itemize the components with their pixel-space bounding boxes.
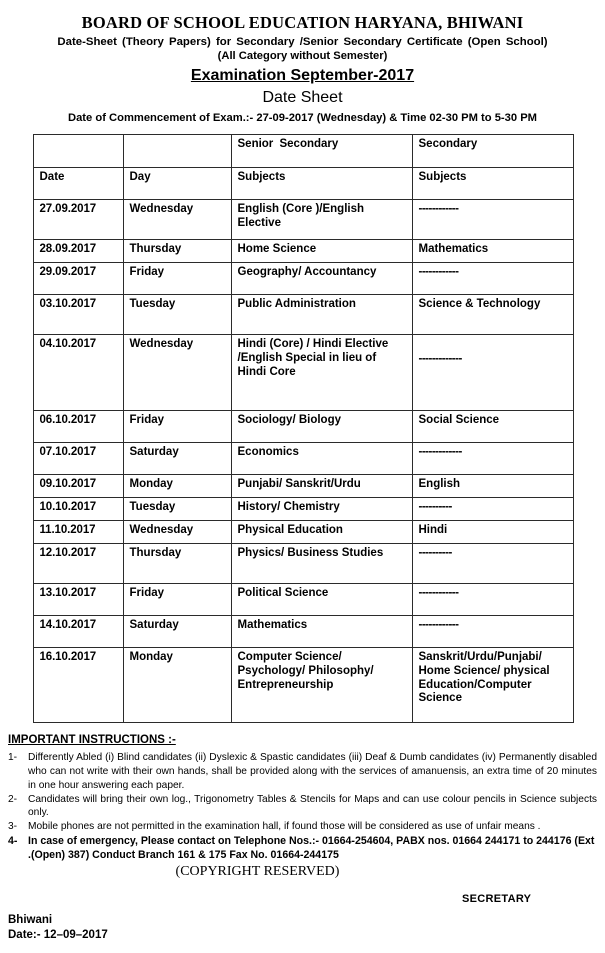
commencement-line: Date of Commencement of Exam.:- 27-09-2017 (Wednesday) & Time 02-30 PM to 5-30 PM [68,112,537,125]
cell-senior-subjects: Punjabi/ Sanskrit/Urdu [231,475,412,498]
cell-secondary-subjects: ---------- [412,498,573,521]
cell-date: 12.10.2017 [33,544,123,584]
board-title: BOARD OF SCHOOL EDUCATION HARYANA, BHIWANI [81,13,524,32]
cell-date: 10.10.2017 [33,498,123,521]
cell-senior-subjects: Geography/ Accountancy [231,263,412,295]
table-row [33,498,573,521]
cell-day: Friday [123,263,231,295]
cell-senior-subjects: Computer Science/ Psychology/ Philosophy/ Entrepreneurship [231,648,412,723]
cell-secondary-subjects: ---------- [412,544,573,584]
cell-date: 06.10.2017 [33,411,123,443]
datesheet-table-wrapper [33,134,573,723]
cell-date: 29.09.2017 [33,263,123,295]
cell-day: Thursday [123,240,231,263]
table-row [33,584,573,616]
instruction-number: 3- [8,821,18,833]
cell-date: 27.09.2017 [33,200,123,240]
cell-secondary-subjects: ------------- [412,443,573,475]
cell-day: Thursday [123,544,231,584]
cell-secondary-subjects: ------------ [412,616,573,648]
instruction-item [8,834,597,862]
instructions-heading: IMPORTANT INSTRUCTIONS :- [8,734,176,747]
group-header-blank [33,135,123,168]
cell-day: Wednesday [123,521,231,544]
table-row [33,240,573,263]
instruction-item [8,751,597,792]
table-group-header-row [33,135,573,168]
cell-date: 28.09.2017 [33,240,123,263]
document-header [0,0,605,125]
group-header-secondary: Secondary [412,135,573,168]
cell-senior-subjects: English (Core )/English Elective [231,200,412,240]
cell-senior-subjects: Public Administration [231,295,412,335]
cell-date: 13.10.2017 [33,584,123,616]
table-row [33,200,573,240]
cell-date: 16.10.2017 [33,648,123,723]
instruction-number: 2- [8,793,18,805]
group-header-blank-2 [123,135,231,168]
cell-secondary-subjects: ------------ [412,263,573,295]
cell-secondary-subjects: Social Science [412,411,573,443]
datesheet-table [33,134,574,723]
cell-day: Saturday [123,616,231,648]
cell-secondary-subjects: ------------ [412,584,573,616]
cell-day: Monday [123,648,231,723]
cell-secondary-subjects: ------------- [412,335,573,411]
cell-date: 03.10.2017 [33,295,123,335]
table-row [33,616,573,648]
cell-day: Monday [123,475,231,498]
cell-secondary-subjects: Sanskrit/Urdu/Punjabi/ Home Science/ physical Education/Computer Science [412,648,573,723]
cell-date: 14.10.2017 [33,616,123,648]
cell-senior-subjects: History/ Chemistry [231,498,412,521]
cell-day: Tuesday [123,295,231,335]
cell-senior-subjects: Mathematics [231,616,412,648]
instruction-item [8,820,597,834]
instruction-number: 1- [8,752,18,764]
table-row [33,263,573,295]
copyright-notice: (COPYRIGHT RESERVED) [175,864,340,880]
instruction-text: Mobile phones are not permitted in the examination hall, if found those will be considered as use of unfair means . [28,821,541,833]
cell-date: 04.10.2017 [33,335,123,411]
cell-date: 11.10.2017 [33,521,123,544]
cell-senior-subjects: Economics [231,443,412,475]
table-row [33,648,573,723]
cell-senior-subjects: Sociology/ Biology [231,411,412,443]
cell-day: Friday [123,584,231,616]
footer-date: Date:- 12–09–2017 [8,929,108,942]
secretary-signature-label: SECRETARY [462,893,532,906]
category-subtitle: (All Category without Semester) [217,50,388,63]
examination-title: Examination September-2017 [190,67,415,85]
column-header-secondary-subjects: Subjects [412,168,573,200]
column-header-day: Day [123,168,231,200]
cell-secondary-subjects: ------------ [412,200,573,240]
table-row [33,443,573,475]
table-row [33,335,573,411]
instruction-text: Candidates will bring their own log., Trigonometry Tables & Stencils for Maps and can use colour pencils in Science subjects only. [28,793,597,819]
cell-day: Wednesday [123,335,231,411]
table-row [33,411,573,443]
instruction-text: In case of emergency, Please contact on Telephone Nos.:- 01664-254604, PABX nos. 01664 244171 to 244176 (Ext .(Open) 387) Conduct Branch 161 & 175 Fax No. 01664-244175 [28,835,595,862]
cell-secondary-subjects: Hindi [412,521,573,544]
table-body [33,135,573,723]
instruction-item [8,793,597,820]
cell-date: 07.10.2017 [33,443,123,475]
cell-senior-subjects: Physical Education [231,521,412,544]
cell-day: Wednesday [123,200,231,240]
cell-date: 09.10.2017 [33,475,123,498]
group-header-senior-secondary: Senior Secondary [231,135,412,168]
cell-secondary-subjects: Mathematics [412,240,573,263]
cell-senior-subjects: Home Science [231,240,412,263]
column-header-senior-subjects: Subjects [231,168,412,200]
cell-senior-subjects: Physics/ Business Studies [231,544,412,584]
instruction-number: 4- [8,835,18,848]
cell-secondary-subjects: Science & Technology [412,295,573,335]
instruction-text: Differently Abled (i) Blind candidates (ii) Dyslexic & Spastic candidates (iii) Deaf & Dumb candidates (iv) Permanently disabled who can not write with their own hands, shall be provided along with the services of amanuensis, an extra time of 20 minutes in one hour answering each paper. [28,752,597,791]
datesheet-subtitle: Date-Sheet (Theory Papers) for Secondary /Senior Secondary Certificate (Open School) [57,36,548,49]
table-row [33,544,573,584]
instructions-section [8,734,597,880]
document-footer [0,893,605,953]
cell-day: Friday [123,411,231,443]
cell-senior-subjects: Hindi (Core) / Hindi Elective /English Special in lieu of Hindi Core [231,335,412,411]
table-column-header-row [33,168,573,200]
table-row [33,295,573,335]
table-row [33,521,573,544]
cell-day: Saturday [123,443,231,475]
column-header-date: Date [33,168,123,200]
sheet-title: Date Sheet [262,89,343,107]
cell-secondary-subjects: English [412,475,573,498]
cell-day: Tuesday [123,498,231,521]
footer-place: Bhiwani [8,914,53,927]
cell-senior-subjects: Political Science [231,584,412,616]
table-row [33,475,573,498]
